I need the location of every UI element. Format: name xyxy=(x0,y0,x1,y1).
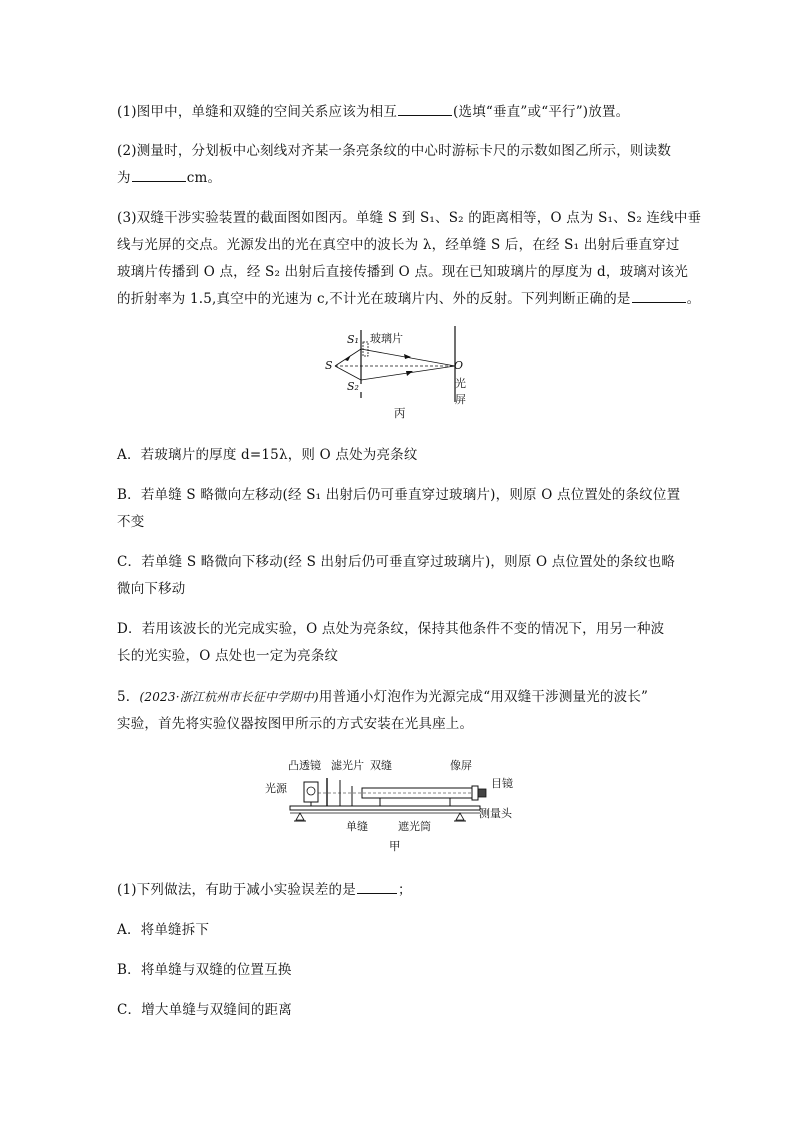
q5-source: (2023·浙江杭州市长征中学期中) xyxy=(139,690,319,704)
q4-part3-line1: (3)双缝干涉实验装置的截面图如图丙。单缝 S 到 S₁、S₂ 的距离相等，O 点为 S₁、S₂ 连线中垂 xyxy=(117,210,702,226)
q4-part1 xyxy=(117,100,629,120)
q5-line1-text: 用普通小灯泡作为光源完成“用双缝干涉测量光的波长” xyxy=(318,689,649,705)
label-lens: 凸透镜 xyxy=(288,759,321,772)
figure-bing-caption: 丙 xyxy=(394,406,406,420)
q5-part1 xyxy=(117,878,412,898)
answer-blank[interactable] xyxy=(632,290,686,303)
label-s1: S₁ xyxy=(347,333,359,346)
q4-option-d-line1: D．若用该波长的光完成实验，O 点处为亮条纹，保持其他条件不变的情况下，用另一种波 xyxy=(117,621,665,637)
figure-jia-caption: 甲 xyxy=(389,839,401,853)
label-filter: 滤光片 xyxy=(331,759,364,772)
label-glass: 玻璃片 xyxy=(370,332,403,345)
q5-option-b: B．将单缝与双缝的位置互换 xyxy=(117,962,292,978)
q4-option-d-line2: 长的光实验，O 点处也一定为亮条纹 xyxy=(117,648,339,664)
q4-part3-line4-tail: 。 xyxy=(686,291,701,307)
q4-option-c-line1: C．若单缝 S 略微向下移动(经 S 出射后仍可垂直穿过玻璃片)，则原 O 点位置处的条纹也略 xyxy=(117,554,676,570)
label-light-source: 光源 xyxy=(265,782,287,795)
q4-part1-text: (1)图甲中，单缝和双缝的空间关系应该为相互 xyxy=(117,104,398,120)
q4-part2-unit: cm。 xyxy=(186,170,222,186)
q4-part3-line3: 玻璃片传播到 O 点，经 S₂ 出射后直接传播到 O 点。现在已知玻璃片的厚度为 d，玻璃对该光 xyxy=(117,264,689,280)
answer-blank[interactable] xyxy=(132,169,186,182)
q4-part3-line4 xyxy=(117,287,700,307)
q5-part1-tail: ； xyxy=(397,882,412,898)
q4-option-b-line1: B．若单缝 S 略微向左移动(经 S₁ 出射后仍可垂直穿过玻璃片)，则原 O 点位置处的条纹位置 xyxy=(117,487,681,503)
label-eyepiece: 目镜 xyxy=(491,777,513,790)
q5-number: 5． xyxy=(117,689,140,705)
q4-part2-line1: (2)测量时，分划板中心刻线对齐某一条亮条纹的中心时游标卡尺的示数如图乙所示，则读数 xyxy=(117,143,672,159)
q5-line2: 实验，首先将实验仪器按图甲所示的方式安装在光具座上。 xyxy=(117,716,474,732)
q4-part2-pre: 为 xyxy=(117,170,131,186)
label-s: S xyxy=(325,359,333,372)
q5-option-a: A．将单缝拆下 xyxy=(117,922,210,938)
q4-part3-line2: 线与光屏的交点。光源发出的光在真空中的波长为 λ，经单缝 S 后，在经 S₁ 出射后垂直穿过 xyxy=(117,237,680,253)
q4-part3-line4-text: 的折射率为 1.5,真空中的光速为 c,不计光在玻璃片内、外的反射。下列判断正确的是 xyxy=(117,291,631,307)
label-screen-1: 光 xyxy=(455,377,466,390)
label-single-slit: 单缝 xyxy=(346,820,368,833)
label-screen-2: 屏 xyxy=(455,393,466,406)
label-measuring-head: 测量头 xyxy=(479,807,512,820)
label-s2: S₂ xyxy=(347,380,359,393)
q4-part2-line2 xyxy=(117,166,221,186)
q4-option-a: A．若玻璃片的厚度 d=15λ，则 O 点处为亮条纹 xyxy=(117,447,418,463)
q5-option-c: C．增大单缝与双缝间的距离 xyxy=(117,1002,292,1018)
label-double-slit: 双缝 xyxy=(370,759,392,772)
q4-option-b-line2: 不变 xyxy=(117,514,145,530)
label-o: O xyxy=(454,359,464,372)
q5-part1-text: (1)下列做法，有助于减小实验误差的是 xyxy=(117,882,356,898)
answer-blank[interactable] xyxy=(398,103,452,116)
label-tube: 遮光筒 xyxy=(398,820,431,833)
answer-blank[interactable] xyxy=(357,881,397,894)
q5-line1 xyxy=(117,685,648,705)
q4-part1-tail: (选填“垂直”或“平行”)放置。 xyxy=(453,104,630,120)
q4-option-c-line2: 微向下移动 xyxy=(117,581,186,597)
label-image-screen: 像屏 xyxy=(450,759,472,772)
